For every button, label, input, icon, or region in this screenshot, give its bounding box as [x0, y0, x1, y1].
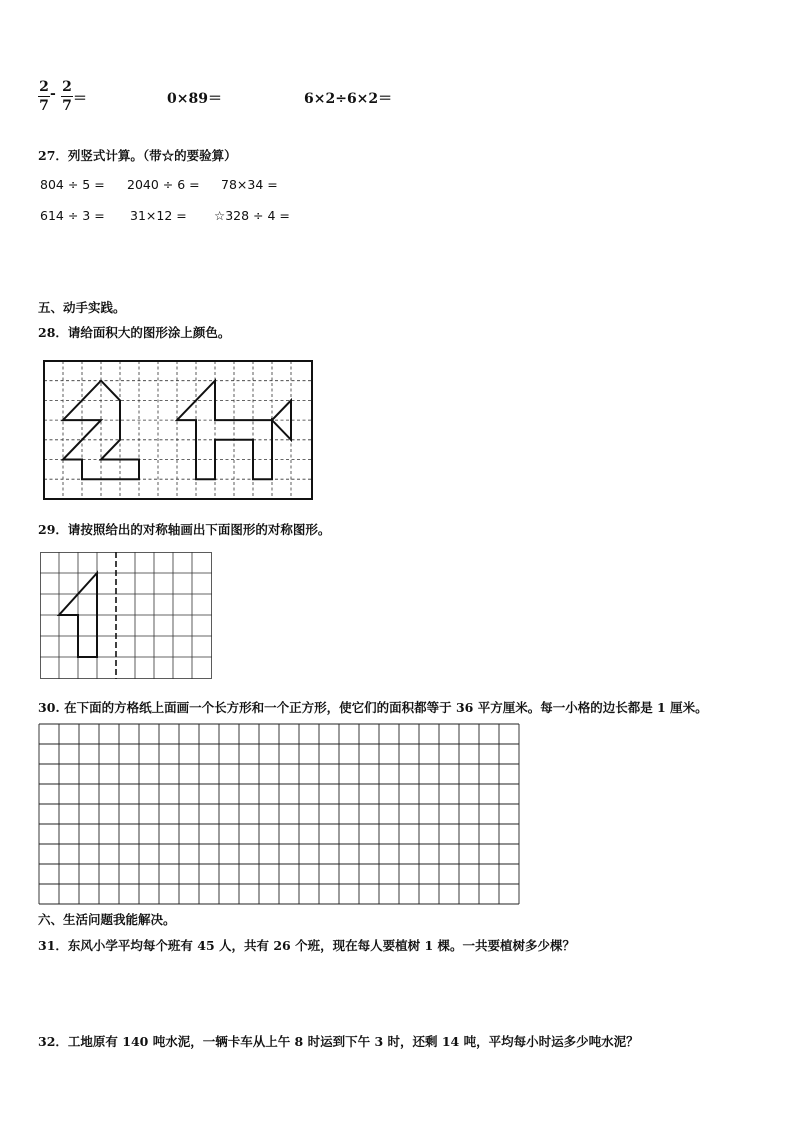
expression-0x89: 0×89＝ — [167, 91, 222, 107]
expression-6x2div6x2: 6×2÷6×2＝ — [304, 91, 393, 107]
q28-grid-figure — [44, 361, 314, 501]
q32-title: 32．工地原有 140 吨水泥，一辆卡车从上午 8 时运到下午 3 时，还剩 14 吨，平均每小时运多少吨水泥？ — [38, 1034, 639, 1049]
fraction-bar — [38, 96, 50, 97]
section-5-heading: 五、动手实践。 — [38, 300, 126, 315]
fraction-2-7-a — [38, 79, 50, 114]
q30-grid-lines — [39, 724, 519, 904]
minus-sign: - — [50, 86, 56, 102]
fraction-numerator: 2 — [62, 79, 72, 95]
q30-title: 30. 在下面的方格纸上面画一个长方形和一个正方形，使它们的面积都等于 36 平方厘米。每一小格的边长都是 1 厘米。 — [38, 700, 708, 715]
fraction-2-7-b — [61, 79, 73, 114]
q27-calc-6: ☆328 ÷ 4 = — [214, 208, 290, 223]
q30-square-grid — [38, 723, 522, 905]
q27-calc-3: 78×34 = — [221, 177, 278, 192]
q27-calc-2: 2040 ÷ 6 = — [127, 177, 200, 192]
q27-calc-5: 31×12 = — [130, 208, 187, 223]
fraction-bar — [61, 96, 73, 97]
q27-calc-1: 804 ÷ 5 = — [40, 177, 105, 192]
q28-title: 28．请给面积大的图形涂上颜色。 — [38, 325, 231, 340]
q29-grid-figure — [40, 552, 215, 682]
q31-title: 31．东风小学平均每个班有 45 人，共有 26 个班，现在每人要植树 1 棵。一共要植树多少棵？ — [38, 938, 575, 953]
q27-calc-4: 614 ÷ 3 = — [40, 208, 105, 223]
fraction-denominator: 7 — [39, 98, 49, 114]
section-6-heading: 六、生活问题我能解决。 — [38, 912, 176, 927]
q29-title: 29．请按照给出的对称轴画出下面图形的对称图形。 — [38, 522, 331, 537]
fraction-numerator: 2 — [39, 79, 49, 95]
fraction-denominator: 7 — [62, 98, 72, 114]
q27-title: 27．列竖式计算。（带☆的要验算） — [38, 148, 237, 163]
equals-sign: ＝ — [73, 91, 87, 107]
